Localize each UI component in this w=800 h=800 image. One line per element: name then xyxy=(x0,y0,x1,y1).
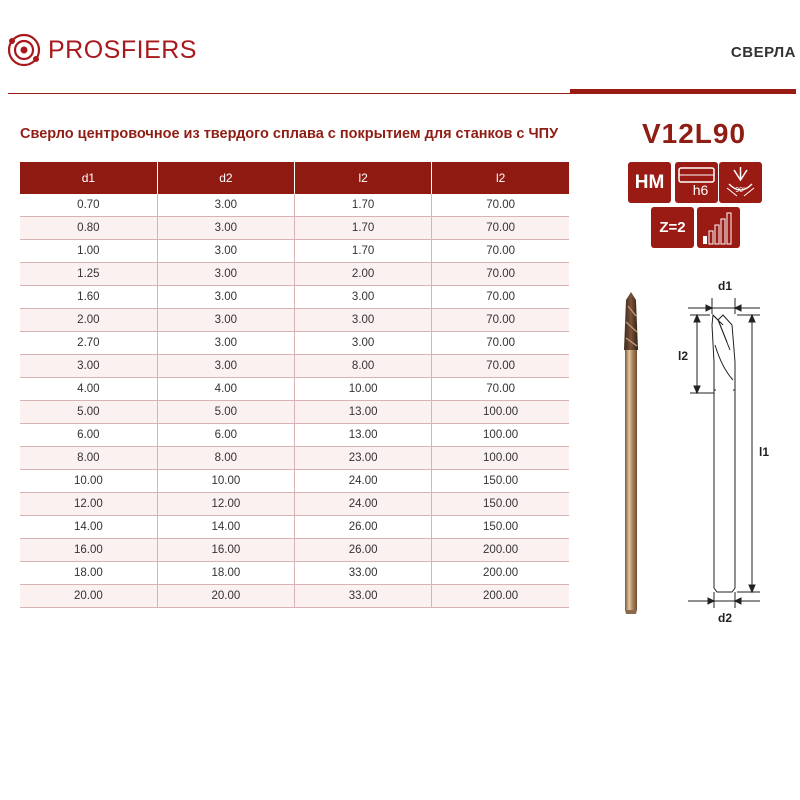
table-cell: 16.00 xyxy=(157,539,294,562)
table-row xyxy=(20,286,569,309)
table-cell: 14.00 xyxy=(20,516,157,539)
table-cell: 2.70 xyxy=(20,332,157,355)
table-cell: 13.00 xyxy=(295,424,432,447)
product-description: Сверло центровочное из твердого сплава с покрытием для станков с ЧПУ xyxy=(20,126,559,142)
table-cell: 0.70 xyxy=(20,194,157,217)
table-cell: 70.00 xyxy=(432,286,569,309)
table-cell: 3.00 xyxy=(157,240,294,263)
column-header: d1 xyxy=(20,162,157,194)
table-cell: 3.00 xyxy=(295,309,432,332)
material-label: HM xyxy=(634,172,665,193)
drill-drawing xyxy=(712,315,735,592)
table-cell: 20.00 xyxy=(20,585,157,608)
table-cell: 70.00 xyxy=(432,217,569,240)
header-divider xyxy=(8,93,796,94)
flutes-label: Z=2 xyxy=(659,219,686,236)
table-row xyxy=(20,217,569,240)
table-cell: 33.00 xyxy=(295,562,432,585)
table-cell: 13.00 xyxy=(295,401,432,424)
product-code: V12L90 xyxy=(641,118,747,149)
column-header: d2 xyxy=(157,162,294,194)
tolerance-badge xyxy=(675,162,718,203)
table-row xyxy=(20,585,569,608)
header-accent-bar xyxy=(570,89,796,93)
point-angle-badge xyxy=(719,162,762,203)
spec-table xyxy=(20,162,569,608)
table-cell: 5.00 xyxy=(157,401,294,424)
table-cell: 4.00 xyxy=(20,378,157,401)
table-cell: 6.00 xyxy=(157,424,294,447)
table-cell: 150.00 xyxy=(432,470,569,493)
logo-orbit-icon xyxy=(6,32,42,68)
table-row xyxy=(20,493,569,516)
table-row xyxy=(20,470,569,493)
table-cell: 100.00 xyxy=(432,447,569,470)
table-cell: 2.00 xyxy=(295,263,432,286)
drill-diagram xyxy=(600,270,790,640)
table-cell: 1.70 xyxy=(295,194,432,217)
table-row xyxy=(20,539,569,562)
table-cell: 3.00 xyxy=(157,286,294,309)
table-cell: 70.00 xyxy=(432,378,569,401)
column-header: l2 xyxy=(432,162,569,194)
table-cell: 3.00 xyxy=(295,286,432,309)
label-d2: d2 xyxy=(718,611,733,625)
table-cell: 70.00 xyxy=(432,332,569,355)
table-cell: 8.00 xyxy=(20,447,157,470)
dimension-l1 xyxy=(737,315,760,592)
table-cell: 70.00 xyxy=(432,309,569,332)
section-title: СВЕРЛА xyxy=(730,44,796,61)
table-cell: 1.70 xyxy=(295,217,432,240)
level-badge xyxy=(697,207,740,248)
column-header: l2 xyxy=(295,162,432,194)
brand-name: PROSFIERS xyxy=(48,35,197,64)
brand-logo xyxy=(6,32,197,68)
table-cell: 1.25 xyxy=(20,263,157,286)
label-d1: d1 xyxy=(718,279,733,293)
drill-photo xyxy=(624,292,638,614)
table-row xyxy=(20,516,569,539)
table-cell: 4.00 xyxy=(157,378,294,401)
table-row xyxy=(20,263,569,286)
table-cell: 200.00 xyxy=(432,539,569,562)
table-cell: 23.00 xyxy=(295,447,432,470)
table-row xyxy=(20,562,569,585)
table-cell: 20.00 xyxy=(157,585,294,608)
material-badge xyxy=(628,162,671,203)
table-cell: 8.00 xyxy=(157,447,294,470)
bar-level-icon xyxy=(697,207,740,248)
table-cell: 3.00 xyxy=(20,355,157,378)
table-row xyxy=(20,240,569,263)
table-cell: 70.00 xyxy=(432,263,569,286)
table-cell: 100.00 xyxy=(432,401,569,424)
table-cell: 5.00 xyxy=(20,401,157,424)
table-cell: 1.70 xyxy=(295,240,432,263)
table-cell: 200.00 xyxy=(432,562,569,585)
dimension-d1 xyxy=(688,298,760,314)
table-body xyxy=(20,194,569,608)
table-cell: 18.00 xyxy=(20,562,157,585)
table-cell: 3.00 xyxy=(295,332,432,355)
table-cell: 70.00 xyxy=(432,240,569,263)
table-cell: 2.00 xyxy=(20,309,157,332)
table-cell: 6.00 xyxy=(20,424,157,447)
point-angle-icon xyxy=(719,162,762,203)
table-cell: 200.00 xyxy=(432,585,569,608)
table-cell: 150.00 xyxy=(432,516,569,539)
table-cell: 12.00 xyxy=(20,493,157,516)
table-cell: 24.00 xyxy=(295,493,432,516)
table-cell: 10.00 xyxy=(157,470,294,493)
table-cell: 26.00 xyxy=(295,539,432,562)
flutes-badge xyxy=(651,207,694,248)
table-cell: 1.60 xyxy=(20,286,157,309)
table-cell: 70.00 xyxy=(432,355,569,378)
table-cell: 3.00 xyxy=(157,309,294,332)
table-cell: 10.00 xyxy=(295,378,432,401)
table-cell: 3.00 xyxy=(157,355,294,378)
table-row xyxy=(20,424,569,447)
table-cell: 70.00 xyxy=(432,194,569,217)
dimension-d2 xyxy=(688,592,760,608)
table-cell: 100.00 xyxy=(432,424,569,447)
label-l2: l2 xyxy=(678,349,689,363)
table-cell: 3.00 xyxy=(157,194,294,217)
tolerance-label: h6 xyxy=(692,182,709,198)
table-cell: 3.00 xyxy=(157,217,294,240)
table-cell: 24.00 xyxy=(295,470,432,493)
table-cell: 16.00 xyxy=(20,539,157,562)
table-cell: 150.00 xyxy=(432,493,569,516)
table-cell: 8.00 xyxy=(295,355,432,378)
table-cell: 33.00 xyxy=(295,585,432,608)
label-l1: l1 xyxy=(759,445,770,459)
table-row xyxy=(20,378,569,401)
table-cell: 12.00 xyxy=(157,493,294,516)
table-row xyxy=(20,194,569,217)
table-cell: 0.80 xyxy=(20,217,157,240)
point-angle-label: 90° xyxy=(735,187,746,194)
table-cell: 1.00 xyxy=(20,240,157,263)
table-row xyxy=(20,401,569,424)
table-cell: 3.00 xyxy=(157,332,294,355)
table-cell: 14.00 xyxy=(157,516,294,539)
table-cell: 3.00 xyxy=(157,263,294,286)
dimension-l2 xyxy=(690,315,714,393)
table-header-row xyxy=(20,162,569,194)
table-row xyxy=(20,309,569,332)
table-row xyxy=(20,355,569,378)
table-row xyxy=(20,447,569,470)
table-cell: 18.00 xyxy=(157,562,294,585)
table-cell: 10.00 xyxy=(20,470,157,493)
table-cell: 26.00 xyxy=(295,516,432,539)
table-row xyxy=(20,332,569,355)
